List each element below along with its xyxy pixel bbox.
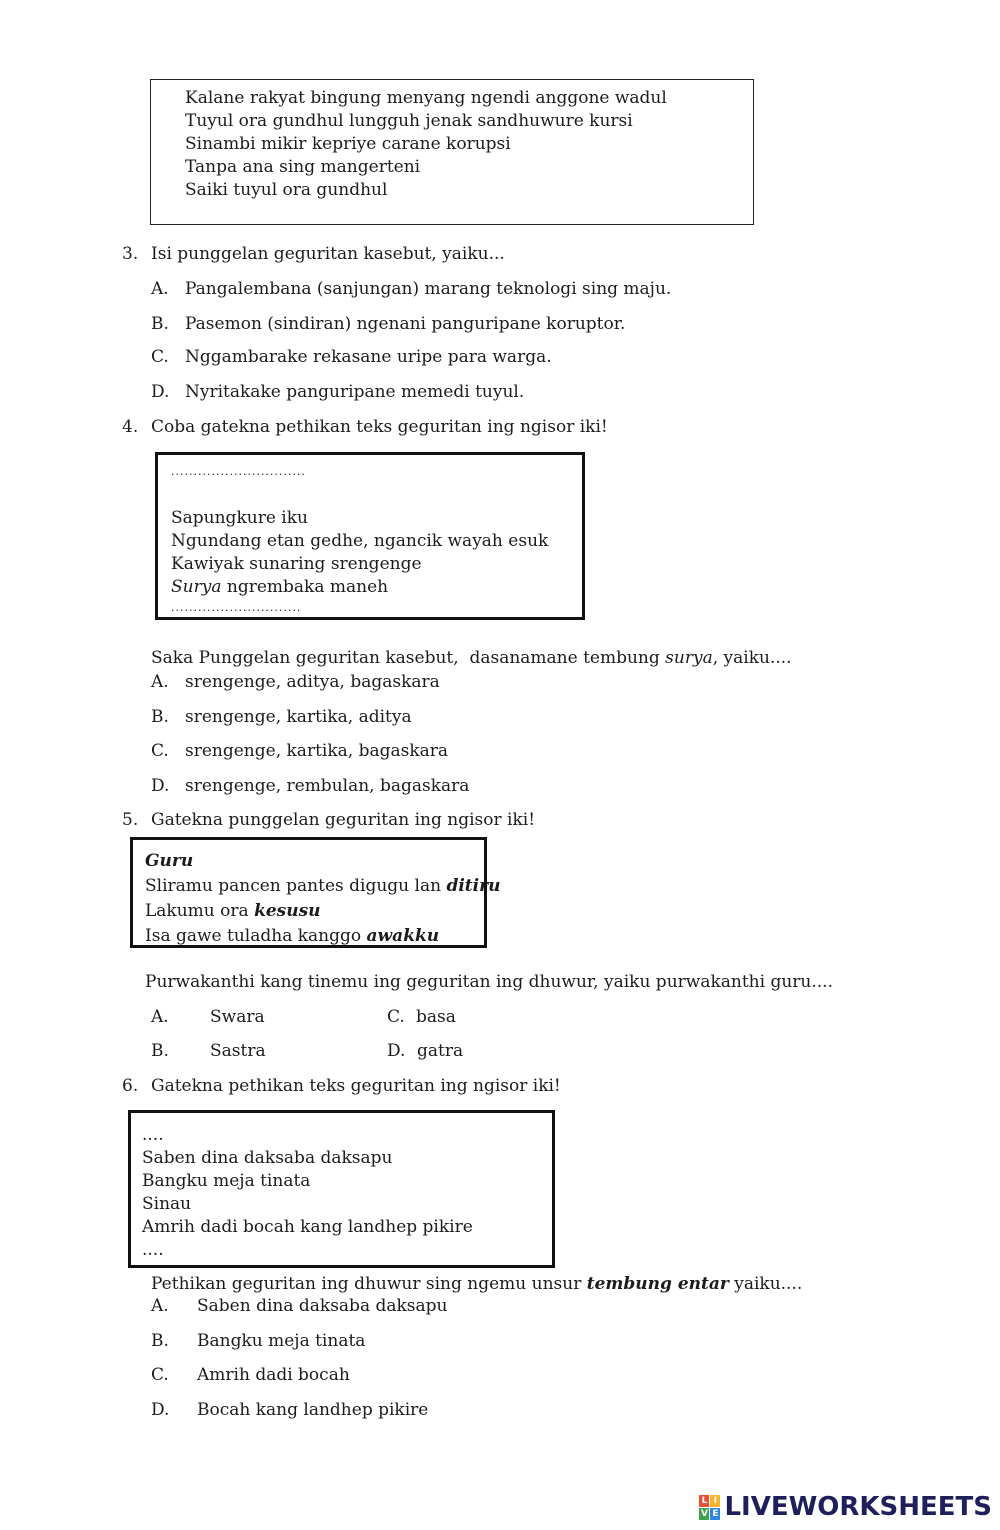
logo-text: LIVEWORKSHEETS — [724, 1492, 992, 1522]
option-letter: D. — [151, 776, 170, 796]
option-text: Pangalembana (sanjungan) marang teknologi sing maju. — [185, 279, 672, 299]
poem-line: Amrih dadi bocah kang landhep pikire — [142, 1217, 473, 1237]
rhyme-word: ditiru — [446, 876, 501, 896]
poem-line: Sinambi mikir kepriye carane korupsi — [185, 134, 511, 154]
q3-option-d[interactable] — [151, 381, 524, 404]
q5-option-c[interactable] — [387, 1006, 456, 1029]
question-5-number: 5. — [122, 810, 139, 830]
option-letter: B. — [151, 1041, 169, 1061]
option-text: Pasemon (sindiran) ngenani panguripane koruptor. — [185, 314, 626, 334]
option-letter: A. — [151, 279, 169, 299]
question-4-text: Coba gatekna pethikan teks geguritan ing ngisor iki! — [151, 417, 608, 437]
poem-box-5 — [130, 837, 501, 948]
poem-line — [145, 899, 500, 924]
q4-option-a[interactable] — [151, 671, 440, 694]
rhyme-word: awakku — [366, 926, 440, 946]
option-text: Bocah kang landhep pikire — [197, 1400, 429, 1420]
logo-mark-icon — [699, 1495, 720, 1520]
ellipsis-dots: ............................. — [171, 601, 302, 614]
q5-option-a[interactable] — [151, 1006, 265, 1029]
option-text: Bangku meja tinata — [197, 1331, 366, 1351]
option-letter: B. — [151, 1331, 169, 1351]
liveworksheets-logo[interactable] — [699, 1492, 992, 1522]
option-text: Swara — [210, 1007, 265, 1027]
rhyme-word: kesusu — [254, 901, 321, 921]
option-letter: D. — [151, 382, 170, 402]
q6-option-c[interactable] — [151, 1364, 350, 1387]
question-4-prompt — [151, 647, 792, 670]
option-letter: A. — [151, 672, 169, 692]
option-letter: A. — [151, 1296, 169, 1316]
q4-option-d[interactable] — [151, 775, 469, 798]
q6-option-b[interactable] — [151, 1330, 365, 1353]
poem-title — [145, 849, 500, 874]
ellipsis-dots: .............................. — [171, 465, 306, 478]
option-text: srengenge, aditya, bagaskara — [185, 672, 440, 692]
poem-line — [145, 924, 500, 949]
question-6-text: Gatekna pethikan teks geguritan ing ngisor iki! — [151, 1076, 561, 1096]
prompt-italic: surya — [665, 648, 713, 668]
poem-line: Kalane rakyat bingung menyang ngendi anggone wadul — [185, 88, 667, 108]
logo-mark-letter: E — [712, 1509, 719, 1519]
option-text: srengenge, kartika, bagaskara — [185, 741, 449, 761]
prompt-text: Pethikan geguritan ing dhuwur sing ngemu unsur — [151, 1274, 587, 1294]
option-letter: B. — [151, 314, 169, 334]
question-3-text: Isi punggelan geguritan kasebut, yaiku... — [151, 244, 505, 264]
option-text: Sastra — [210, 1041, 266, 1061]
q3-option-a[interactable] — [151, 278, 671, 301]
logo-mark-letter: V — [700, 1509, 708, 1519]
question-3-number: 3. — [122, 244, 139, 264]
poem-line-plain: Sliramu pancen pantes digugu lan — [145, 876, 447, 896]
poem-line-rest: ngrembaka maneh — [221, 577, 389, 597]
poem-line: Saben dina daksaba daksapu — [142, 1148, 393, 1168]
option-text: Nyritakake panguripane memedi tuyul. — [185, 382, 525, 402]
option-letter: C. — [151, 1365, 169, 1385]
poem-line: Tuyul ora gundhul lungguh jenak sandhuwure kursi — [185, 111, 633, 131]
poem-line: Sapungkure iku — [171, 508, 308, 528]
option-letter: D. — [151, 1400, 170, 1420]
q3-option-b[interactable] — [151, 313, 625, 336]
q6-option-d[interactable] — [151, 1399, 428, 1422]
option-text: Nggambarake rekasane uripe para warga. — [185, 347, 552, 367]
option-text: gatra — [417, 1041, 464, 1061]
poem-line-plain: Isa gawe tuladha kanggo — [145, 926, 367, 946]
prompt-text-end: , yaiku.... — [712, 648, 792, 668]
poem-line: Ngundang etan gedhe, ngancik wayah esuk — [171, 531, 549, 551]
option-text: srengenge, kartika, aditya — [185, 707, 412, 727]
poem-box-4 — [155, 452, 585, 620]
q6-option-a[interactable] — [151, 1295, 448, 1318]
question-5-text: Gatekna punggelan geguritan ing ngisor iki! — [151, 810, 536, 830]
poem-line: Tanpa ana sing mangerteni — [185, 157, 421, 177]
option-letter: C. — [387, 1007, 405, 1027]
q3-option-c[interactable] — [151, 346, 552, 369]
logo-mark-letter: L — [699, 1495, 709, 1507]
option-text: Saben dina daksaba daksapu — [197, 1296, 448, 1316]
poem-line-plain: Lakumu ora — [145, 901, 255, 921]
option-letter: C. — [151, 741, 169, 761]
poem-line — [145, 874, 500, 899]
option-letter: D. — [387, 1041, 406, 1061]
poem-box-1 — [150, 79, 754, 225]
question-6-prompt — [151, 1273, 802, 1296]
option-letter: A. — [151, 1007, 169, 1027]
option-letter: C. — [151, 347, 169, 367]
option-text: srengenge, rembulan, bagaskara — [185, 776, 470, 796]
option-text: basa — [416, 1007, 456, 1027]
q4-option-b[interactable] — [151, 706, 412, 729]
question-5-prompt: Purwakanthi kang tinemu ing geguritan ing dhuwur, yaiku purwakanthi guru.... — [145, 972, 833, 992]
poem-title-text: Guru — [145, 851, 194, 871]
poem-line: Bangku meja tinata — [142, 1171, 311, 1191]
option-text: Amrih dadi bocah — [197, 1365, 350, 1385]
poem-box-6 — [128, 1110, 555, 1268]
q4-option-c[interactable] — [151, 740, 448, 763]
prompt-bold: tembung entar — [586, 1274, 729, 1294]
question-6-number: 6. — [122, 1076, 139, 1096]
prompt-text-end: yaiku.... — [728, 1274, 803, 1294]
prompt-text: Saka Punggelan geguritan kasebut, dasanamane tembung — [151, 648, 666, 668]
option-letter: B. — [151, 707, 169, 727]
q5-option-d[interactable] — [387, 1040, 463, 1063]
poem-line — [171, 576, 548, 599]
question-4-number: 4. — [122, 417, 139, 437]
q5-option-b[interactable] — [151, 1040, 266, 1063]
poem-line: Kawiyak sunaring srengenge — [171, 554, 422, 574]
ellipsis-dots: .... — [142, 1125, 164, 1145]
ellipsis-dots: .... — [142, 1240, 164, 1260]
poem-line: Sinau — [142, 1194, 192, 1214]
poem-line: Saiki tuyul ora gundhul — [185, 180, 388, 200]
italic-word: Surya — [171, 577, 222, 597]
logo-mark-letter: I — [710, 1495, 720, 1507]
